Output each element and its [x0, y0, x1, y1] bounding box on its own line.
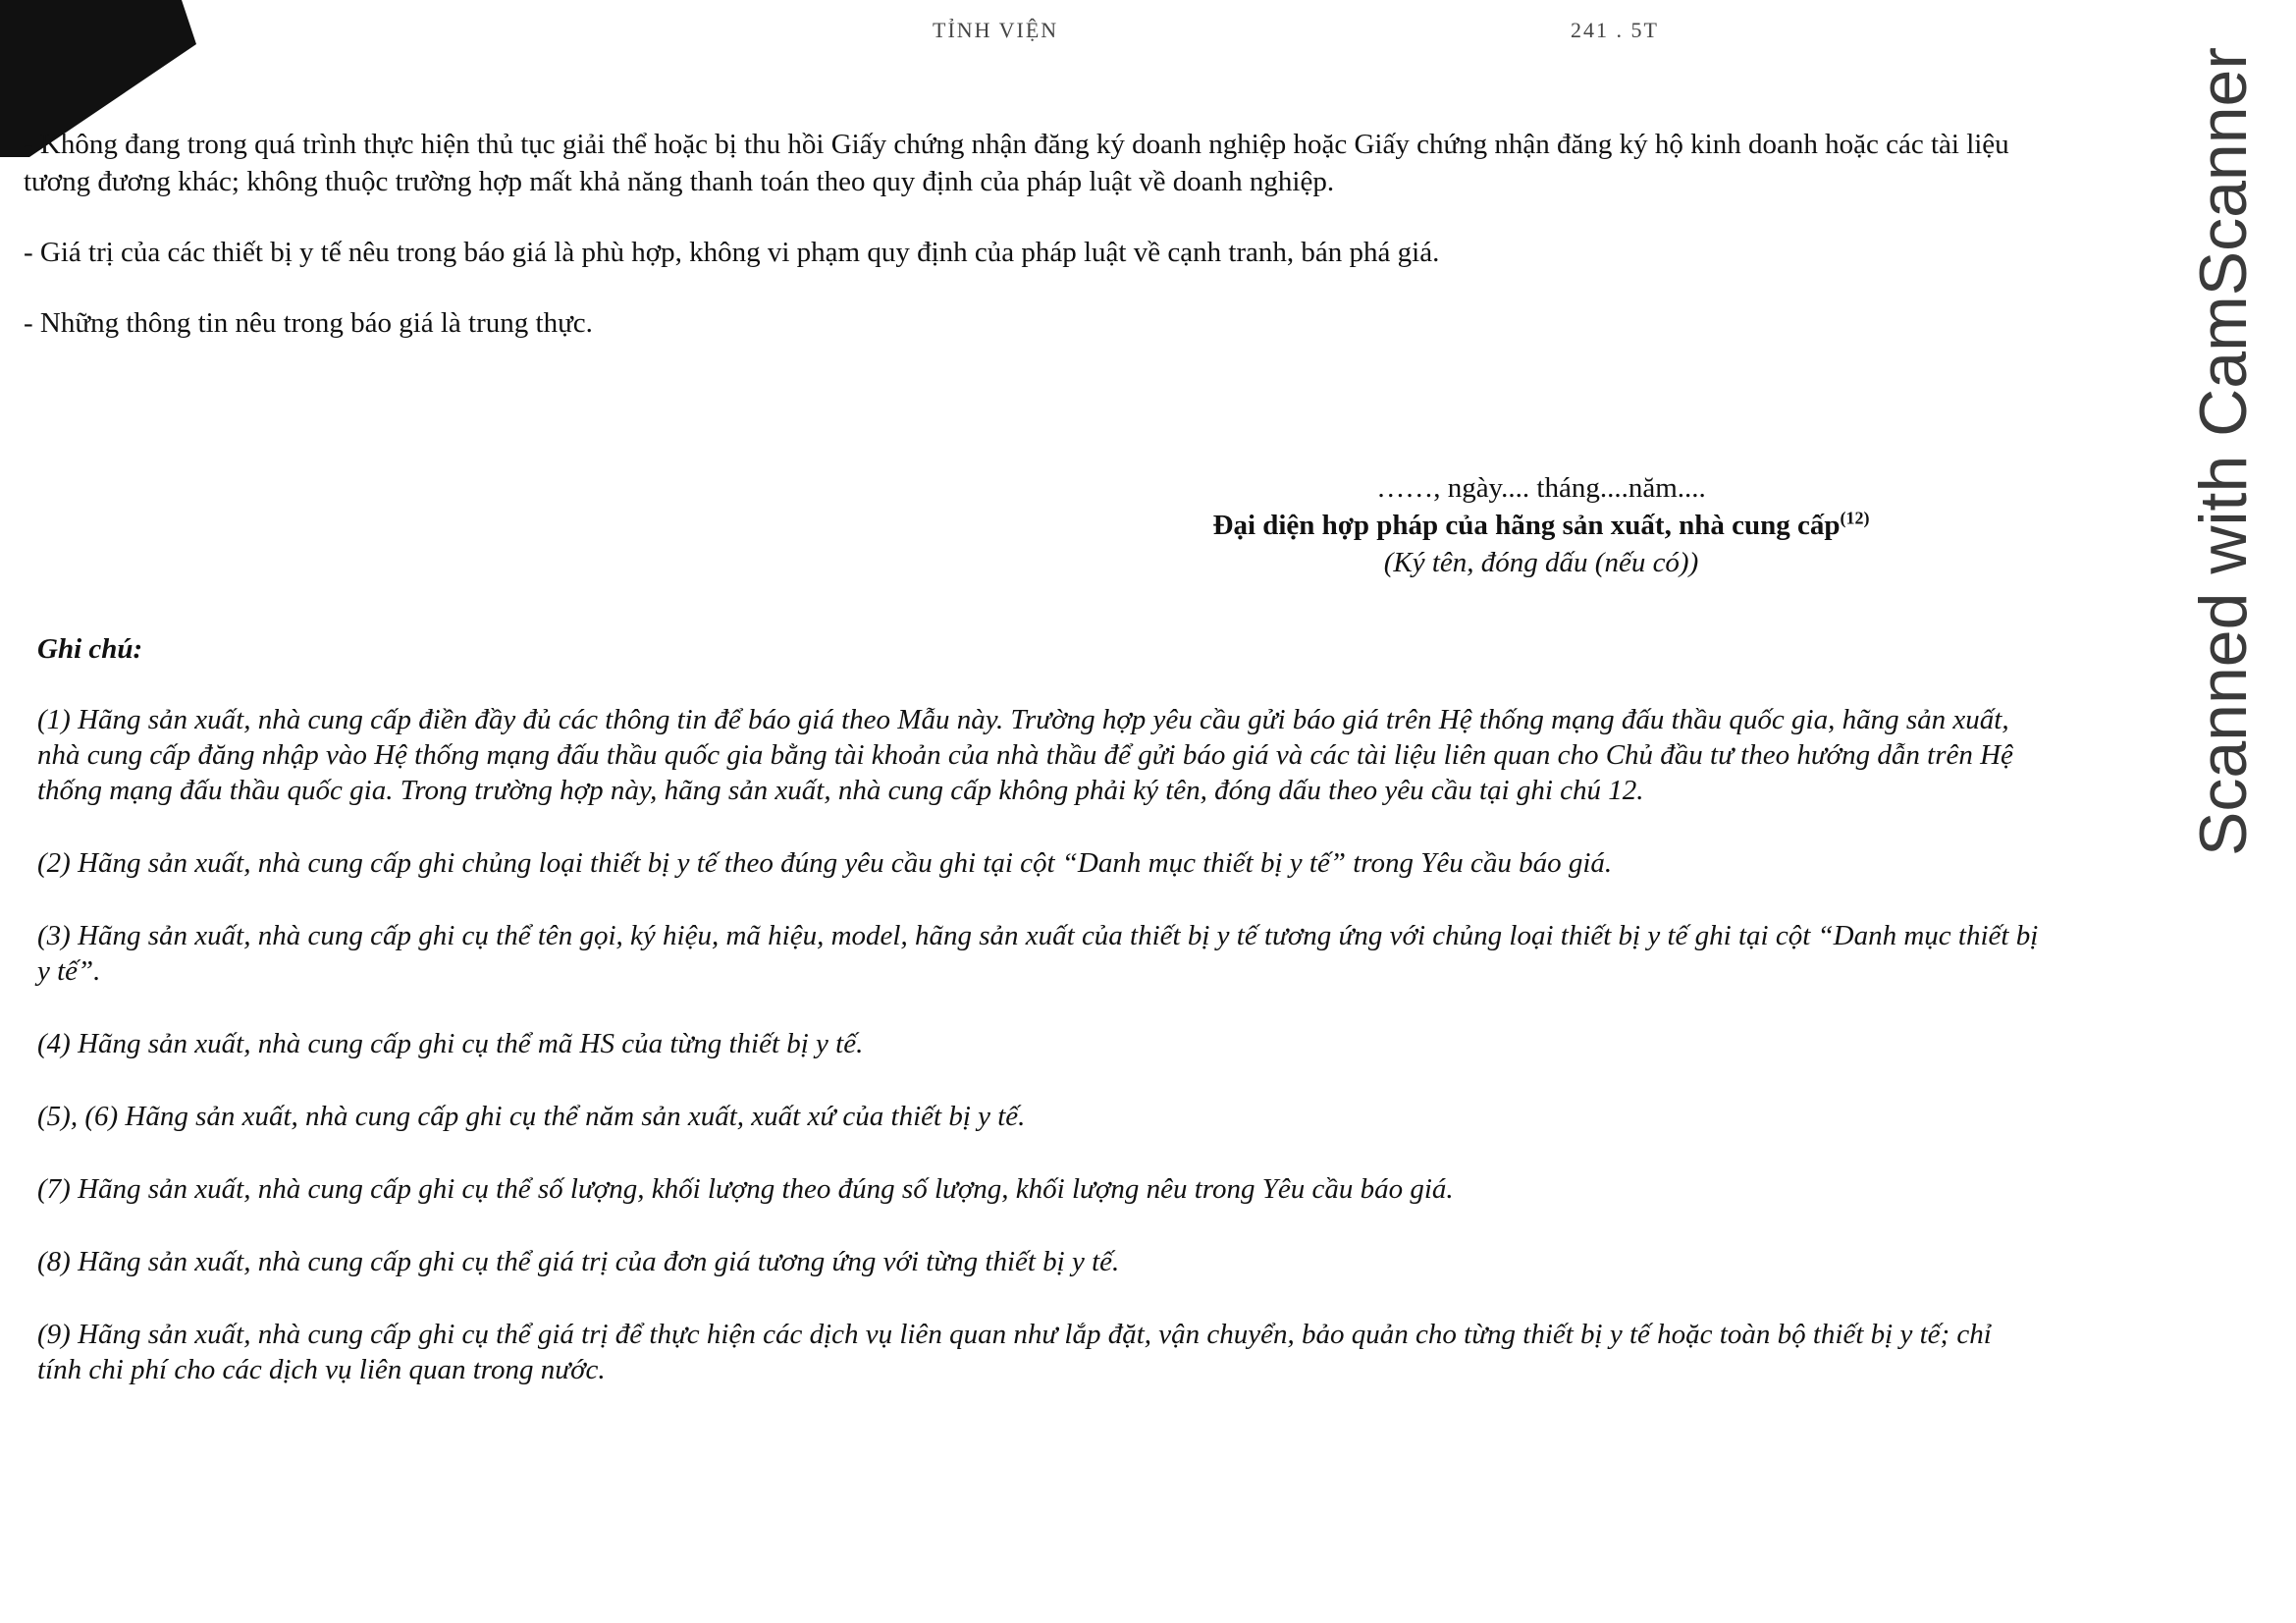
- note-item: (8) Hãng sản xuất, nhà cung cấp ghi cụ thể giá trị của đơn giá tương ứng với từng thiết bị y tế.: [37, 1246, 1120, 1277]
- commitment-paragraph: - Những thông tin nêu trong báo giá là trung thực.: [24, 307, 593, 339]
- watermark-text: Scanned with CamScanner: [2186, 46, 2261, 857]
- signature-title: [1158, 507, 1924, 544]
- signature-title-text: Đại diện hợp pháp của hãng sản xuất, nhà cung cấp: [1212, 510, 1841, 541]
- camscanner-watermark: [2169, 46, 2277, 857]
- note-item: (3) Hãng sản xuất, nhà cung cấp ghi cụ thể tên gọi, ký hiệu, mã hiệu, model, hãng sản xuất của thiết bị y tế tương ứng với chủng loại thiết bị y tế ghi tại cột “Danh mục thiết bị y tế”.: [37, 920, 2039, 987]
- header-fragment-left: TỈNH VIỆN: [933, 18, 1059, 42]
- signature-block: [1158, 469, 1924, 581]
- commitment-paragraph: - Không đang trong quá trình thực hiện thủ tục giải thể hoặc bị thu hồi Giấy chứng nhận đăng ký doanh nghiệp hoặc Giấy chứng nhận đăng ký hộ kinh doanh hoặc các tài liệu tương đương khác; không thuộc trường hợp mất khả năng thanh toán theo quy định của pháp luật về doanh nghiệp.: [24, 129, 2009, 197]
- notes-title: Ghi chú:: [37, 633, 143, 665]
- commitment-paragraph: - Giá trị của các thiết bị y tế nêu trong báo giá là phù hợp, không vi phạm quy định của pháp luật về cạnh tranh, bán phá giá.: [24, 237, 1440, 268]
- note-item: (5), (6) Hãng sản xuất, nhà cung cấp ghi cụ thể năm sản xuất, xuất xứ của thiết bị y tế.: [37, 1101, 1026, 1132]
- note-item: (2) Hãng sản xuất, nhà cung cấp ghi chủng loại thiết bị y tế theo đúng yêu cầu ghi tại cột “Danh mục thiết bị y tế” trong Yêu cầu báo giá.: [37, 847, 1613, 879]
- note-item: (4) Hãng sản xuất, nhà cung cấp ghi cụ thể mã HS của từng thiết bị y tế.: [37, 1028, 864, 1059]
- note-item: (9) Hãng sản xuất, nhà cung cấp ghi cụ thể giá trị để thực hiện các dịch vụ liên quan như lắp đặt, vận chuyển, bảo quản cho từng thiết bị y tế hoặc toàn bộ thiết bị y tế; chỉ tính chi phí cho các dịch vụ liên quan trong nước.: [37, 1319, 1992, 1385]
- note-item: (7) Hãng sản xuất, nhà cung cấp ghi cụ thể số lượng, khối lượng theo đúng số lượng, khối lượng nêu trong Yêu cầu báo giá.: [37, 1173, 1454, 1205]
- signature-note: (Ký tên, đóng dấu (nếu có)): [1383, 547, 1699, 578]
- notes-section: [37, 631, 2040, 1425]
- note-item: (1) Hãng sản xuất, nhà cung cấp điền đầy đủ các thông tin để báo giá theo Mẫu này. Trường hợp yêu cầu gửi báo giá trên Hệ thống mạng đấu thầu quốc gia, hãng sản xuất, nhà cung cấp đăng nhập vào Hệ thống mạng đấu thầu quốc gia bằng tài khoản của nhà thầu để gửi báo giá và các tài liệu liên quan cho Chủ đầu tư theo hướng dẫn trên Hệ thống mạng đấu thầu quốc gia. Trong trường hợp này, hãng sản xuất, nhà cung cấp không phải ký tên, đóng dấu theo yêu cầu tại ghi chú 12.: [37, 704, 2013, 806]
- header-fragment-right: 241 . 5T: [1571, 18, 1659, 42]
- signature-title-footnote: (12): [1840, 508, 1870, 528]
- commitments-section: [24, 126, 2046, 375]
- signature-date-line: ……, ngày.... tháng....năm....: [1376, 472, 1706, 504]
